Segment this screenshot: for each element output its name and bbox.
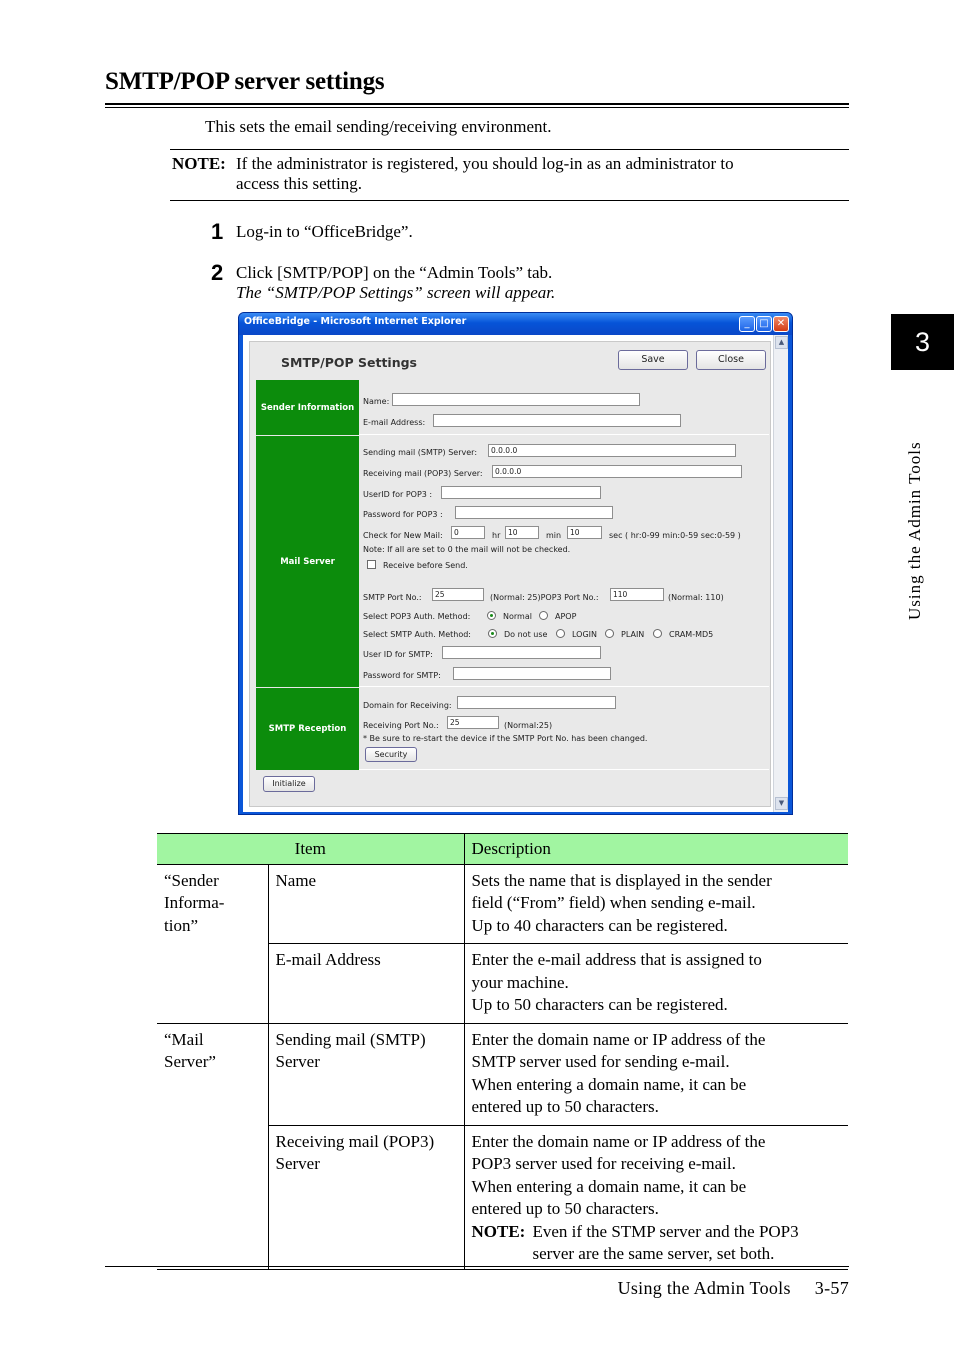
scroll-up-icon[interactable]: ▲ [775,336,788,349]
desc-line: Up to 40 characters can be registered. [471,915,728,935]
desc-line: Sets the name that is displayed in the sender [471,870,772,890]
item-description [464,944,848,1024]
group-line: “Mail [164,1029,204,1049]
password-pop3-label: Password for POP3 : [363,510,443,519]
receive-before-send-checkbox[interactable] [367,560,376,569]
desc-line: entered up to 50 characters. [471,1097,659,1116]
header-description: Description [464,834,848,865]
note-label: NOTE: [172,154,226,173]
window-title: OfficeBridge - Microsoft Internet Explorer [244,316,467,327]
sec-range-note: sec ( hr:0-99 min:0-59 sec:0-59 ) [609,531,741,540]
item-description [464,864,848,944]
pop3-server-label: Receiving mail (POP3) Server: [363,469,483,478]
note-rule-top [170,149,849,150]
smtp-auth-login-label: LOGIN [572,630,598,639]
smtp-auth-none-label: Do not use [504,630,548,639]
footer-section: Using the Admin Tools [617,1278,791,1298]
item-description [464,1125,848,1269]
item-name-line: Name [275,870,317,890]
pop3-port-input[interactable]: 110 [610,588,664,601]
table-header-row [157,834,848,865]
userid-pop3-label: UserID for POP3 : [363,490,433,499]
desc-line: Enter the domain name or IP address of the [471,1131,766,1151]
smtp-userid-label: User ID for SMTP: [363,650,433,659]
settings-title: SMTP/POP Settings [281,355,417,370]
smtp-auth-cram-radio[interactable] [653,629,662,638]
receiving-port-label: Receiving Port No.: [363,721,439,730]
smtp-port-label: SMTP Port No.: [363,593,422,602]
name-label: Name: [363,397,390,406]
desc-line: POP3 server used for receiving e-mail. [471,1154,736,1173]
security-button[interactable]: Security [365,747,417,762]
title-rule [105,103,849,105]
desc-line: entered up to 50 characters. [471,1199,659,1218]
minimize-icon[interactable]: _ [739,316,755,332]
smtp-server-input[interactable]: 0.0.0.0 [488,444,736,457]
check-mail-label: Check for New Mail: [363,531,443,540]
description-table [157,833,848,1270]
sender-fields [359,380,769,435]
close-icon[interactable]: ✕ [773,316,789,332]
group-sender-information [157,864,268,1023]
browser-window-screenshot [238,312,793,815]
pop3-auth-normal-radio[interactable] [487,611,496,620]
intro-text: This sets the email sending/receiving environment. [205,117,552,136]
smtp-auth-login-radio[interactable] [556,629,565,638]
check-sec-input[interactable]: 10 [567,526,602,539]
item-name-line: Sending mail (SMTP) [275,1029,426,1049]
step-2-result: The “SMTP/POP Settings” screen will appear. [236,283,556,302]
smtp-auth-label: Select SMTP Auth. Method: [363,630,471,639]
pop3-auth-label: Select POP3 Auth. Method: [363,612,471,621]
maximize-icon[interactable]: □ [756,316,772,332]
note-line-1: If the administrator is registered, you should log-in as an administrator to [236,154,734,173]
mail-server-fields [359,436,769,687]
receive-before-send-label: Receive before Send. [383,561,468,570]
close-button[interactable]: Close [696,350,766,370]
desc-line: When entering a domain name, it can be [471,1176,747,1196]
item-name-line: Receiving mail (POP3) [275,1131,435,1151]
email-label: E-mail Address: [363,418,426,427]
group-line: tion” [164,915,198,935]
step-2-number: 2 [211,260,224,285]
userid-pop3-input[interactable] [441,486,601,499]
settings-panel [249,341,771,807]
restart-note: * Be sure to re-start the device if the SMTP Port No. has been changed. [363,734,648,743]
section-mail-server: Mail Server [256,436,359,687]
table-row [157,864,848,944]
item-name [268,864,464,944]
email-input[interactable] [433,414,681,427]
footer-rule [105,1266,849,1267]
item-name [268,1125,464,1269]
browser-content [243,335,788,812]
smtp-reception-fields [359,688,769,770]
pop3-port-note: (Normal: 110) [668,593,724,602]
item-name-line: Server [275,1154,320,1173]
name-input[interactable] [392,393,640,406]
smtp-auth-plain-radio[interactable] [605,629,614,638]
hr-label: hr [492,531,501,540]
smtp-auth-plain-label: PLAIN [621,630,645,639]
vertical-scrollbar[interactable] [773,335,788,812]
step-2-text: Click [SMTP/POP] on the “Admin Tools” tab. [236,263,553,282]
smtp-auth-cram-label: CRAM-MD5 [669,630,714,639]
item-description [464,1023,848,1125]
smtp-password-input[interactable] [453,667,611,680]
header-item: Item [157,834,464,865]
desc-line: field (“From” field) when sending e-mail. [471,893,756,912]
chapter-tab: 3 [891,314,954,370]
table-note-text [533,1221,799,1266]
domain-receiving-input[interactable] [457,696,616,709]
receiving-port-input[interactable]: 25 [447,716,499,729]
smtp-port-note: (Normal: 25)POP3 Port No.: [490,593,599,602]
check-min-input[interactable]: 10 [505,526,539,539]
domain-receiving-label: Domain for Receiving: [363,701,452,710]
step-1-text: Log-in to “OfficeBridge”. [236,222,413,241]
group-mail-server [157,1023,268,1269]
group-line: Server” [164,1052,216,1071]
note-line-2: access this setting. [236,174,363,193]
desc-line: Up to 50 characters can be registered. [471,995,728,1014]
save-button[interactable]: Save [618,350,688,370]
scroll-down-icon[interactable]: ▼ [775,797,788,810]
section-smtp-reception: SMTP Reception [256,688,359,770]
receiving-port-note: (Normal:25) [504,721,553,730]
item-name [268,944,464,1024]
group-line: “Sender [164,870,219,890]
group-line: Informa- [164,893,225,912]
desc-line: Enter the e-mail address that is assigned to [471,950,762,969]
pop3-auth-apop-radio[interactable] [539,611,548,620]
item-name-line: E-mail Address [275,950,381,969]
desc-line: Enter the domain name or IP address of the [471,1029,766,1049]
smtp-port-input[interactable]: 25 [432,588,484,601]
footer-page-number: 3-57 [814,1278,849,1298]
pop3-auth-normal-label: Normal [503,612,532,621]
password-pop3-input[interactable] [455,506,613,519]
title-rule-thin [105,107,849,108]
window-titlebar [239,313,792,335]
smtp-userid-input[interactable] [442,646,601,659]
table-note [472,1221,842,1266]
zero-check-note: Note: If all are set to 0 the mail will not be checked. [363,545,571,554]
item-name [268,1023,464,1125]
check-hr-input[interactable]: 0 [451,526,485,539]
initialize-button[interactable]: Initialize [263,776,315,792]
min-label: min [546,531,562,540]
note-rule-bottom [170,200,849,201]
table-row [157,1023,848,1125]
side-chapter-label: Using the Admin Tools [905,441,924,620]
smtp-password-label: Password for SMTP: [363,671,441,680]
section-sender-information: Sender Information [256,380,359,435]
section-title: SMTP/POP server settings [105,68,385,95]
pop3-server-input[interactable]: 0.0.0.0 [492,465,742,478]
desc-line: When entering a domain name, it can be [471,1074,747,1094]
desc-line: SMTP server used for sending e-mail. [471,1052,730,1071]
smtp-auth-none-radio[interactable] [488,629,497,638]
note-line: Even if the STMP server and the POP3 [532,1221,799,1241]
note-line: server are the same server, set both. [532,1244,775,1263]
smtp-server-label: Sending mail (SMTP) Server: [363,448,478,457]
table-note-label: NOTE: [471,1221,526,1241]
item-name-line: Server [275,1052,320,1071]
step-1-number: 1 [211,219,224,244]
page-footer [618,1278,849,1299]
pop3-auth-apop-label: APOP [555,612,577,621]
desc-line: your machine. [471,972,569,992]
